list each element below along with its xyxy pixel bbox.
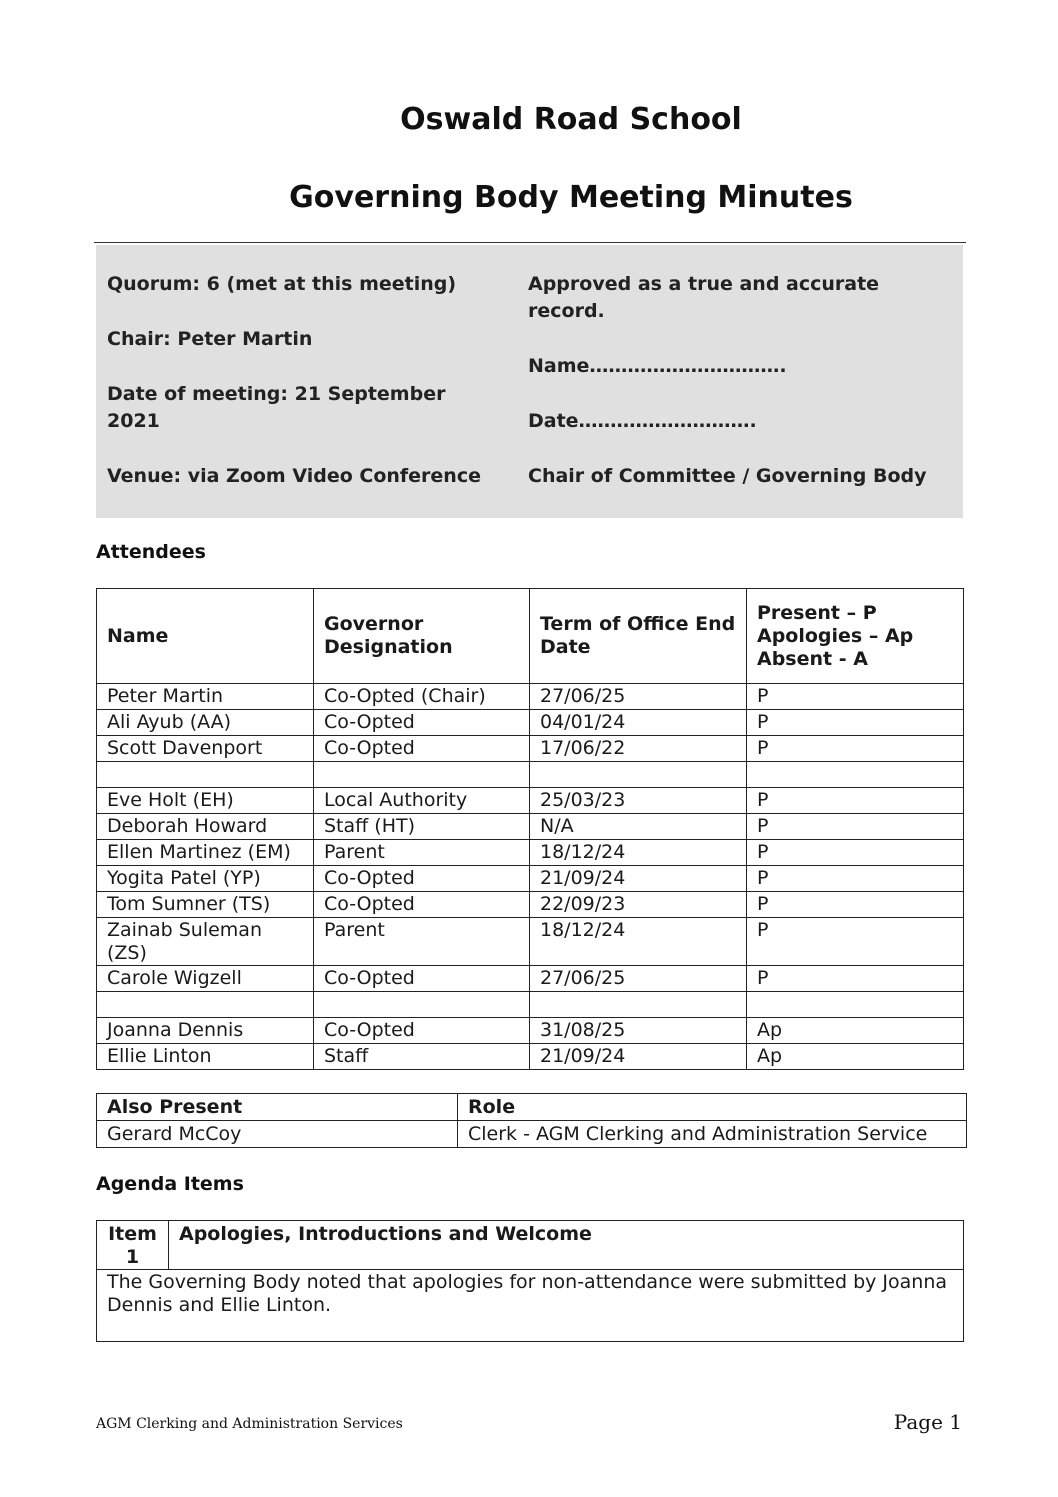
meeting-details	[107, 271, 502, 518]
also-present-table	[96, 1093, 967, 1148]
table-cell: Parent	[314, 918, 530, 966]
signature-date-line: Date……………………….	[528, 410, 757, 432]
table-cell: P	[747, 840, 964, 866]
table-row	[97, 840, 964, 866]
table-cell: Ellen Martinez (EM)	[97, 840, 314, 866]
table-cell: Co-Opted	[314, 736, 530, 762]
table-row	[97, 736, 964, 762]
table-row	[97, 1121, 967, 1148]
table-cell: Co-Opted (Chair)	[314, 684, 530, 710]
table-cell: Gerard McCoy	[97, 1121, 458, 1148]
attendees-heading: Attendees	[96, 541, 206, 563]
school-name: Oswald Road School	[400, 102, 742, 137]
table-cell: Peter Martin	[97, 684, 314, 710]
agenda-item-number: Item 1	[97, 1221, 169, 1270]
column-header: Also Present	[97, 1094, 458, 1121]
table-cell	[97, 992, 314, 1018]
table-row	[97, 918, 964, 966]
table-cell: Staff	[314, 1044, 530, 1070]
table-cell: 18/12/24	[530, 918, 747, 966]
table-cell: Tom Sumner (TS)	[97, 892, 314, 918]
column-header: Governor Designation	[314, 589, 530, 684]
table-cell	[97, 762, 314, 788]
agenda-item-body: The Governing Body noted that apologies for non-attendance were submitted by Joanna Dennis and Ellie Linton.	[97, 1270, 964, 1342]
table-cell: 27/06/25	[530, 966, 747, 992]
table-cell: Zainab Suleman (ZS)	[97, 918, 314, 966]
meeting-info-box	[96, 245, 963, 518]
table-cell: Deborah Howard	[97, 814, 314, 840]
table-cell: Eve Holt (EH)	[97, 788, 314, 814]
venue-text: Venue: via Zoom Video Conference	[107, 465, 481, 487]
table-cell: P	[747, 814, 964, 840]
table-cell: P	[747, 966, 964, 992]
footer-organisation: AGM Clerking and Administration Services	[96, 1416, 403, 1432]
agenda-item-header-row	[97, 1221, 964, 1270]
column-header: Role	[458, 1094, 967, 1121]
table-cell: Yogita Patel (YP)	[97, 866, 314, 892]
agenda-heading: Agenda Items	[96, 1173, 244, 1195]
table-cell: P	[747, 918, 964, 966]
table-cell: Co-Opted	[314, 892, 530, 918]
table-cell: P	[747, 710, 964, 736]
table-cell: 04/01/24	[530, 710, 747, 736]
table-row	[97, 992, 964, 1018]
table-cell	[530, 762, 747, 788]
table-cell: 17/06/22	[530, 736, 747, 762]
agenda-item-title: Apologies, Introductions and Welcome	[169, 1221, 964, 1270]
agenda-table	[96, 1220, 964, 1342]
column-header: Term of Office End Date	[530, 589, 747, 684]
table-cell: 18/12/24	[530, 840, 747, 866]
table-cell: P	[747, 788, 964, 814]
table-row	[97, 762, 964, 788]
table-cell: 22/09/23	[530, 892, 747, 918]
table-cell: 31/08/25	[530, 1018, 747, 1044]
table-cell: Ellie Linton	[97, 1044, 314, 1070]
table-cell: P	[747, 684, 964, 710]
table-cell: 27/06/25	[530, 684, 747, 710]
page-number: Page 1	[893, 1410, 962, 1434]
table-cell: Carole Wigzell	[97, 966, 314, 992]
also-present-header-row	[97, 1094, 967, 1121]
table-row	[97, 814, 964, 840]
table-cell: 21/09/24	[530, 1044, 747, 1070]
signature-name-line: Name………………………….	[528, 355, 787, 377]
approval-statement: Approved as a true and accurate record.	[528, 273, 880, 322]
table-cell: Co-Opted	[314, 966, 530, 992]
table-cell	[747, 992, 964, 1018]
table-cell: Ap	[747, 1044, 964, 1070]
table-cell: Joanna Dennis	[97, 1018, 314, 1044]
table-row	[97, 892, 964, 918]
quorum-text: Quorum: 6 (met at this meeting)	[107, 273, 457, 295]
table-cell: Ap	[747, 1018, 964, 1044]
table-cell	[530, 992, 747, 1018]
table-row	[97, 788, 964, 814]
table-cell: Co-Opted	[314, 866, 530, 892]
table-row	[97, 1018, 964, 1044]
table-cell: P	[747, 892, 964, 918]
table-cell: Clerk - AGM Clerking and Administration Service	[458, 1121, 967, 1148]
signatory-role: Chair of Committee / Governing Body	[528, 465, 927, 487]
document-title: Governing Body Meeting Minutes	[289, 180, 853, 215]
table-cell	[314, 992, 530, 1018]
table-cell: Ali Ayub (AA)	[97, 710, 314, 736]
table-cell: Staff (HT)	[314, 814, 530, 840]
attendees-table	[96, 588, 964, 1070]
table-cell	[314, 762, 530, 788]
meeting-date-text: Date of meeting: 21 September 2021	[107, 383, 446, 432]
column-header: Present – P Apologies – Ap Absent - A	[747, 589, 964, 684]
table-row	[97, 1044, 964, 1070]
table-cell: Co-Opted	[314, 710, 530, 736]
table-row	[97, 966, 964, 992]
table-cell: P	[747, 736, 964, 762]
table-cell: 21/09/24	[530, 866, 747, 892]
table-cell: Local Authority	[314, 788, 530, 814]
table-row	[97, 866, 964, 892]
agenda-item-body-row	[97, 1270, 964, 1342]
table-cell: N/A	[530, 814, 747, 840]
table-cell	[747, 762, 964, 788]
table-cell: Co-Opted	[314, 1018, 530, 1044]
attendees-header-row	[97, 589, 964, 684]
column-header: Name	[97, 589, 314, 684]
approval-block	[528, 271, 958, 518]
table-cell: 25/03/23	[530, 788, 747, 814]
table-row	[97, 710, 964, 736]
title-divider	[94, 242, 966, 243]
chair-text: Chair: Peter Martin	[107, 328, 313, 350]
table-cell: Scott Davenport	[97, 736, 314, 762]
table-cell: Parent	[314, 840, 530, 866]
table-cell: P	[747, 866, 964, 892]
table-row	[97, 684, 964, 710]
